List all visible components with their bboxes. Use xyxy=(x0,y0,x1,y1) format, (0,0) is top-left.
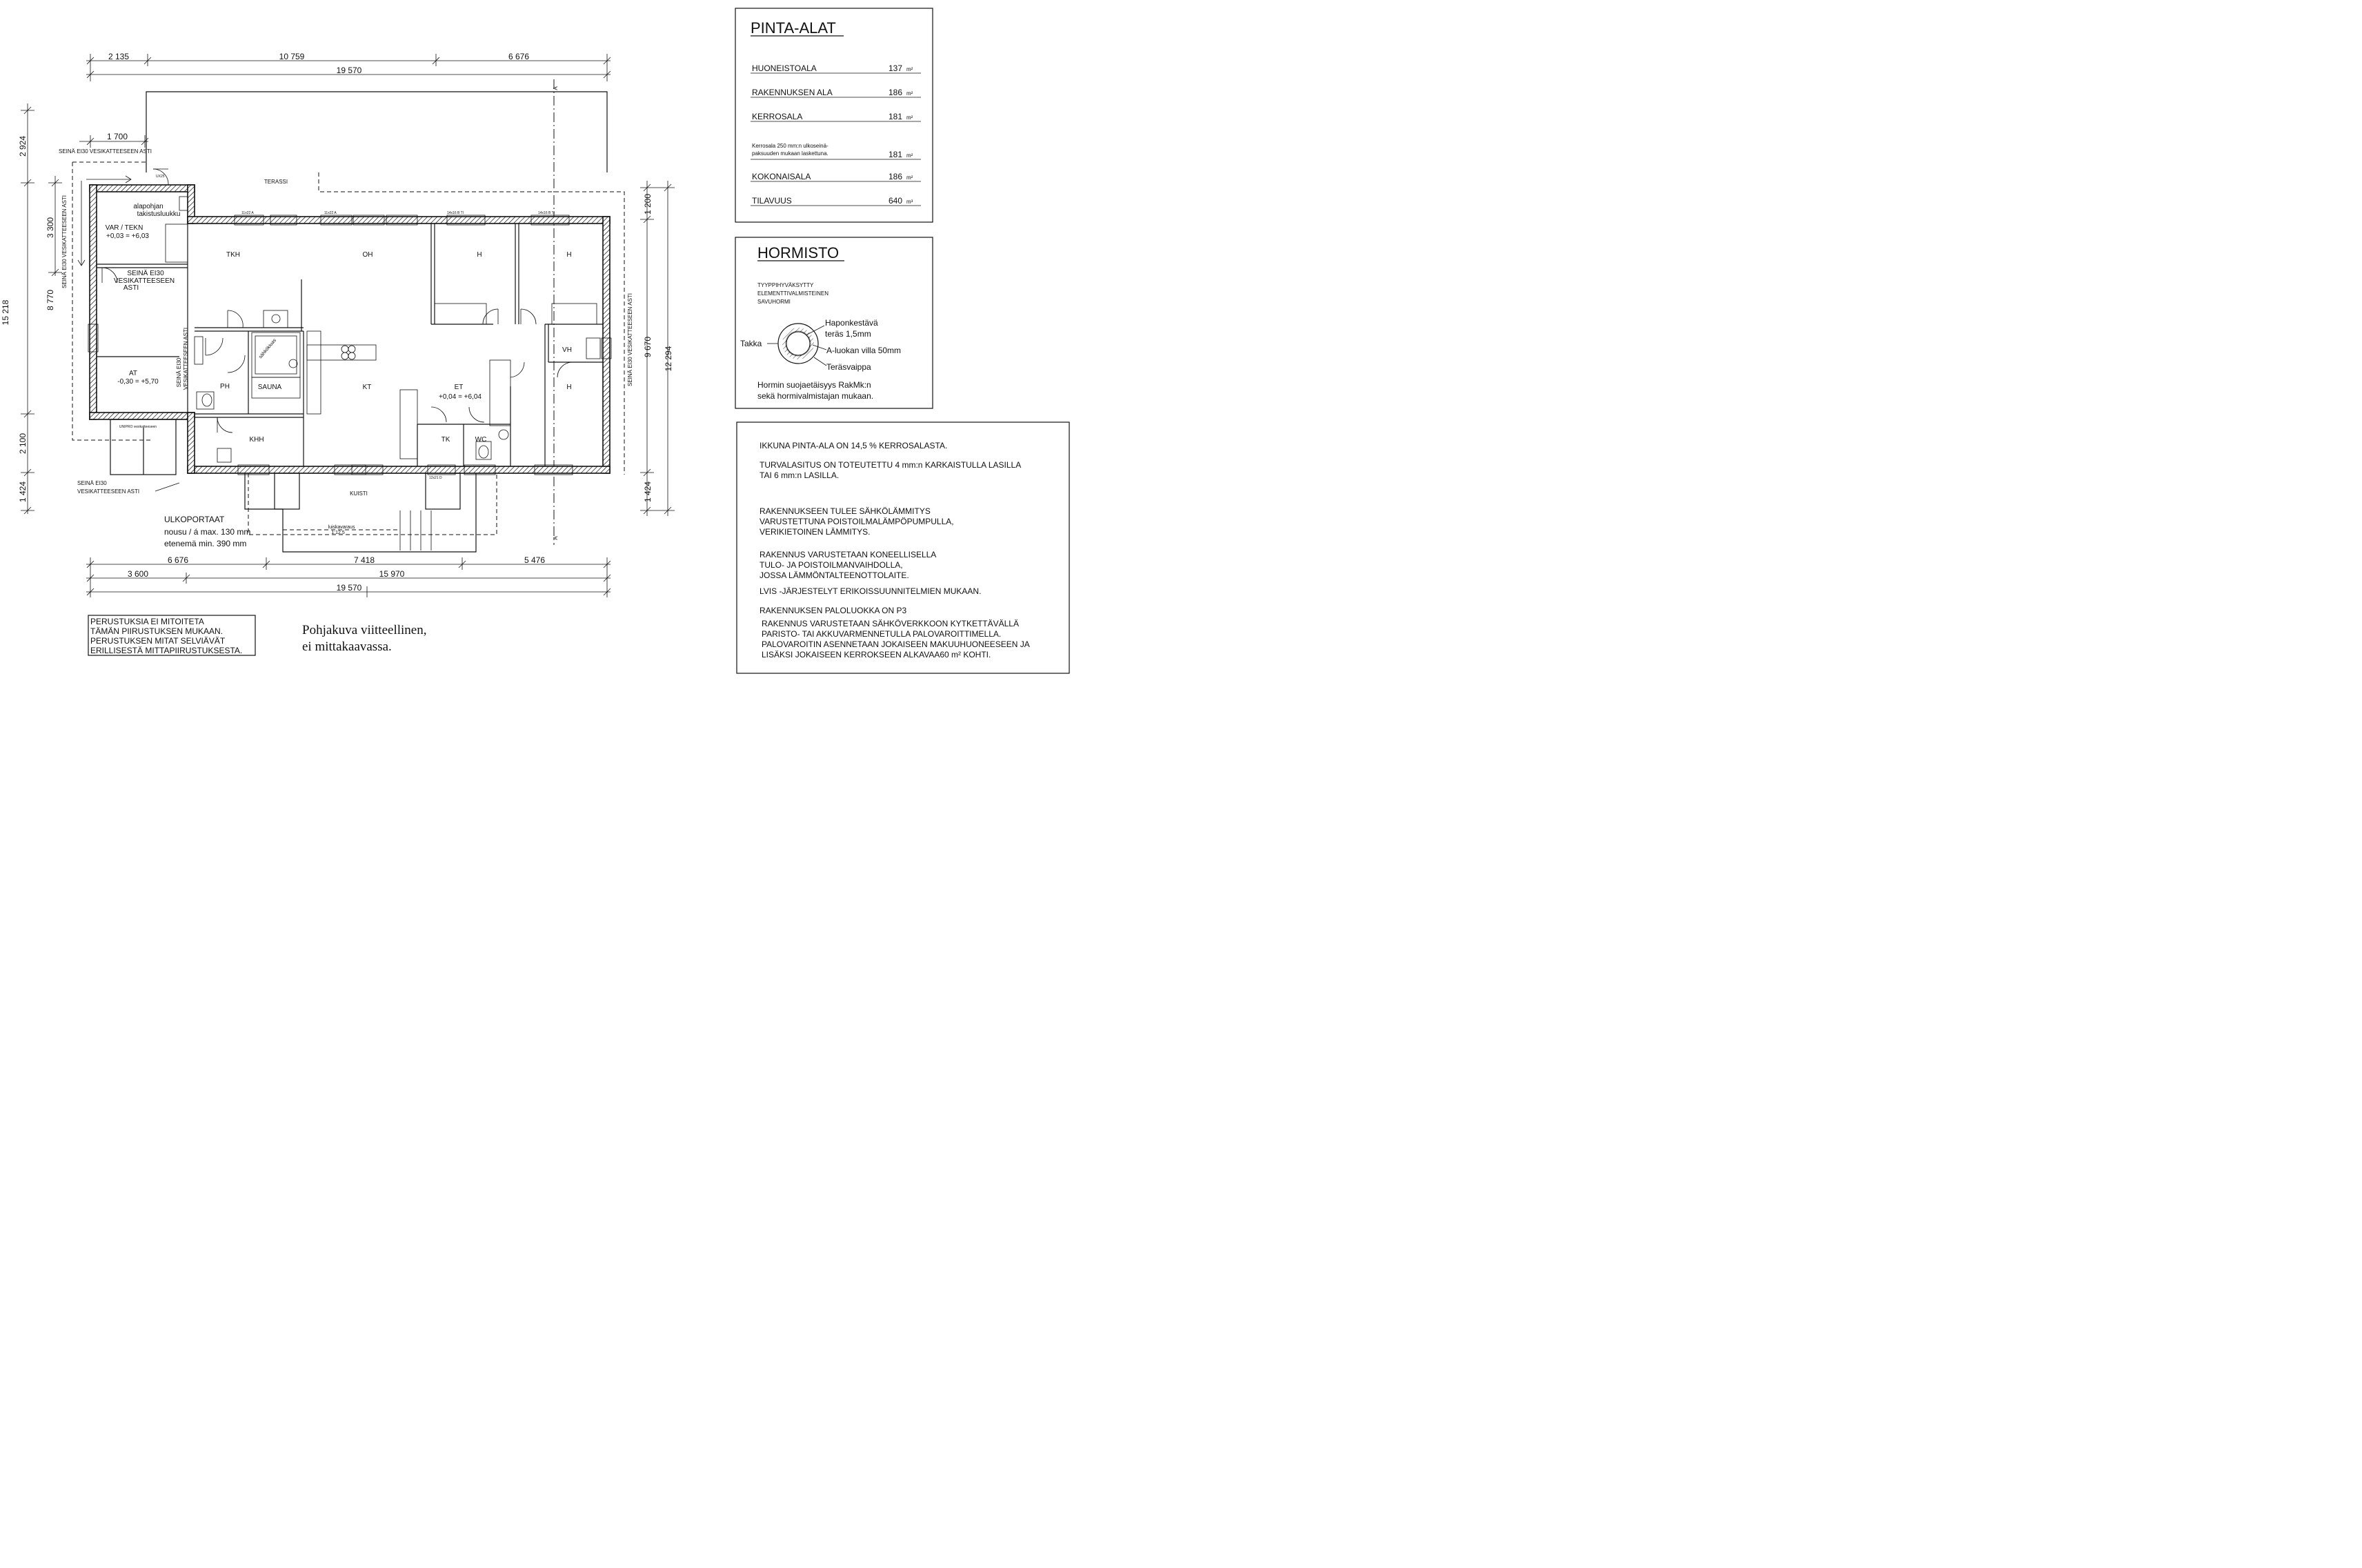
label-kiuas: sähkökiuas xyxy=(258,337,278,360)
area-unit-1: m² xyxy=(906,66,913,72)
dim-right-1424: 1 424 xyxy=(643,481,653,503)
note-2: TURVALASITUS ON TOTEUTETTU 4 mm:n KARKAISTULLA LASILLA xyxy=(760,460,1022,470)
note-15: LISÄKSI JOKAISEEN KERROKSEEN ALKAVAA60 m² KOHTI. xyxy=(762,650,991,659)
note-6: VERIKIETOINEN LÄMMITYS. xyxy=(760,527,871,537)
bottom-dimension-chain xyxy=(86,555,611,597)
area-label-tilavuus: TILAVUUS xyxy=(752,196,792,206)
right-dimension-chain xyxy=(640,181,675,516)
ulkoportaat-title: ULKOPORTAAT xyxy=(164,515,225,524)
ulkoportaat-line2: etenemä min. 390 mm xyxy=(164,539,247,548)
dim-bottom-6676: 6 676 xyxy=(167,555,189,565)
dim-bottom-5476: 5 476 xyxy=(524,555,546,565)
area-value-huoneistoala: 137 xyxy=(888,63,902,73)
dim-bottom-15970: 15 970 xyxy=(379,569,405,579)
note-14: PALOVAROITIN ASENNETAAN JOKAISEEN MAKUUHUONEESEEN JA xyxy=(762,639,1030,649)
label-kuisti: KUISTI xyxy=(350,490,368,497)
floor-plan-drawing xyxy=(0,0,1081,717)
hormisto-box xyxy=(735,237,933,408)
dim-1700-chain xyxy=(79,132,148,148)
note-seina-top: SEINÄ EI30 VESIKATTEESEEN ASTI xyxy=(59,148,152,155)
hormisto-hapon1: Haponkestävä xyxy=(825,318,878,328)
area-unit-5: m² xyxy=(906,175,913,181)
area-value-kerrosala: 181 xyxy=(888,112,902,121)
ulkoportaat-note xyxy=(164,515,250,548)
label-wc: WC xyxy=(475,436,487,444)
note-10: LVIS -JÄRJESTELYT ERIKOISSUUNNITELMIEN MUKAAN. xyxy=(760,586,982,596)
label-oh: OH xyxy=(362,251,373,259)
dim-top-3: 6 676 xyxy=(508,52,530,61)
hormisto-note2: sekä hormivalmistajan mukaan. xyxy=(757,391,874,401)
label-seina-ei30: SEINÄ EI30 xyxy=(127,270,164,277)
note-9: JOSSA LÄMMÖNTALTEENOTTOLAITE. xyxy=(760,570,909,580)
label-luiska-ratio: 1:12,5 xyxy=(331,530,345,535)
area-value-tilavuus: 640 xyxy=(888,196,902,206)
dim-right-9670: 9 670 xyxy=(643,336,653,358)
label-takistus: takistusluukku xyxy=(137,210,181,218)
shed xyxy=(110,419,176,475)
foundation-line4: ERILLISESTÄ MITTAPIIRUSTUKSESTA. xyxy=(90,646,243,655)
label-vesikatteeseen: VESIKATTEESEEN xyxy=(113,277,175,285)
hormisto-desc1: TYYPPIHYVÄKSYTTY xyxy=(757,282,814,288)
fixtures xyxy=(166,197,600,462)
area-label-kerrosala250-a: Kerrosala 250 mm:n ulkoseinä- xyxy=(752,143,828,149)
area-label-kerrosala: KERROSALA xyxy=(752,112,803,121)
note-4: RAKENNUKSEEN TULEE SÄHKÖLÄMMITYS xyxy=(760,506,931,516)
wall-notes xyxy=(59,148,633,495)
foundation-line3: PERUSTUKSEN MITAT SELVIÄVÄT xyxy=(90,636,226,646)
label-ph: PH xyxy=(220,383,230,390)
label-et-level: +0,04 = +6,04 xyxy=(438,393,482,401)
area-unit-2: m² xyxy=(906,90,913,97)
label-alapohjan: alapohjan xyxy=(133,203,163,210)
dim-right-1200: 1 200 xyxy=(643,193,653,215)
area-unit-4: m² xyxy=(906,152,913,159)
dim-right-12294: 12 294 xyxy=(664,346,673,372)
hormisto-desc3: SAVUHORMI xyxy=(757,299,791,305)
dim-top-2: 10 759 xyxy=(279,52,305,61)
notes-box xyxy=(737,422,1069,673)
dim-1700: 1 700 xyxy=(106,132,128,141)
note-seina-left: SEINÄ EI30 VESIKATTEESEEN ASTI xyxy=(61,195,68,288)
window-tag-1: 11x22 A xyxy=(241,211,254,215)
dim-left-2924: 2 924 xyxy=(18,135,28,157)
dim-bottom-total: 19 570 xyxy=(336,583,362,593)
pinta-alat-title: PINTA-ALAT xyxy=(751,19,836,37)
note-7: RAKENNUS VARUSTETAAN KONEELLISELLA xyxy=(760,550,937,559)
dim-top-total: 19 570 xyxy=(336,66,362,75)
left-dimension-chain xyxy=(1,103,62,514)
exterior-walls xyxy=(90,185,610,473)
label-tkh: TKH xyxy=(226,251,240,259)
hormisto-title: HORMISTO xyxy=(757,244,840,261)
hormisto-desc2: ELEMENTTIVALMISTEINEN xyxy=(757,290,828,297)
note-seina-bottom1: SEINÄ EI30 xyxy=(77,480,107,486)
hormisto-note1: Hormin suojaetäisyys RakMk:n xyxy=(757,380,871,390)
label-h2: H xyxy=(566,251,572,259)
note-13: PARISTO- TAI AKKUVARMENNETULLA PALOVAROITTIMELLA. xyxy=(762,629,1002,639)
room-labels xyxy=(106,203,572,444)
foundation-line1: PERUSTUKSIA EI MITOITETA xyxy=(90,617,204,626)
top-dimension-chain xyxy=(86,52,611,81)
note-seina-right: SEINÄ EI30 VESIKATTEESEEN ASTI xyxy=(627,292,633,386)
area-value-kokonaisala: 186 xyxy=(888,172,902,181)
note-seina-bottom2: VESIKATTEESEEN ASTI xyxy=(77,488,140,495)
dim-bottom-7418: 7 418 xyxy=(353,555,375,565)
porch xyxy=(245,473,497,552)
note-11: RAKENNUKSEN PALOLUOKKA ON P3 xyxy=(760,606,907,615)
note-1: IKKUNA PINTA-ALA ON 14,5 % KERROSALASTA. xyxy=(760,441,948,450)
area-value-kerrosala250: 181 xyxy=(888,150,902,159)
dim-left-2100: 2 100 xyxy=(18,433,28,455)
foundation-line2: TÄMÄN PIIRUSTUKSEN MUKAAN. xyxy=(90,626,224,636)
label-unipro: UNIPRO vesikatteeseen xyxy=(119,425,157,429)
window-tag-5: 12x21 D xyxy=(429,476,442,480)
dim-bottom-3600: 3 600 xyxy=(127,569,149,579)
doors xyxy=(102,169,573,433)
area-value-rakennuksen-ala: 186 xyxy=(888,88,902,97)
pinta-alat-box xyxy=(735,8,933,222)
dim-left-1424: 1 424 xyxy=(18,481,28,503)
foundation-note-box xyxy=(88,615,255,655)
label-var-tekn: VAR / TEKN xyxy=(105,224,143,232)
hormisto-hapon2: teräs 1,5mm xyxy=(825,329,871,339)
dim-left-3300: 3 300 xyxy=(46,217,55,239)
note-seina-mid1: SEINÄ EI30 xyxy=(176,357,182,388)
caption-line1: Pohjakuva viitteellinen, xyxy=(302,623,427,637)
label-et: ET xyxy=(454,384,464,391)
area-label-kerrosala250-b: paksuuden mukaan laskettuna. xyxy=(752,150,828,157)
label-vh: VH xyxy=(562,346,572,354)
label-tk: TK xyxy=(441,436,450,444)
label-at: AT xyxy=(128,370,138,377)
window-tag-4: 14x16 B TI xyxy=(538,211,555,215)
area-label-rakennuksen-ala: RAKENNUKSEN ALA xyxy=(752,88,833,97)
label-luiskavaraus: luiskavaraus xyxy=(328,525,355,530)
area-label-huoneistoala: HUONEISTOALA xyxy=(752,63,817,73)
label-kt: KT xyxy=(362,384,372,391)
door-tag-ux25: UX25 xyxy=(156,175,165,179)
label-asti: ASTI xyxy=(123,284,139,292)
label-var-tekn-level: +0,03 = +6,03 xyxy=(106,232,150,240)
note-seina-mid2: VESIKATTEESEEN ASTI xyxy=(183,327,189,390)
note-3: TAI 6 mm:n LASILLA. xyxy=(760,470,840,480)
note-8: TULO- JA POISTOILMANVAIHDOLLA, xyxy=(760,560,903,570)
caption-line2: ei mittakaavassa. xyxy=(302,639,392,654)
section-marker-top: A xyxy=(553,86,559,90)
hormisto-teras: Teräsvaippa xyxy=(826,362,871,372)
section-line-a xyxy=(553,79,559,545)
label-at-level: -0,30 = +5,70 xyxy=(117,378,159,386)
window-tag-3: 14x16 B TI xyxy=(447,211,464,215)
label-h3: H xyxy=(566,384,572,391)
ulkoportaat-line1: nousu / á max. 130 mm xyxy=(164,527,251,537)
area-unit-3: m² xyxy=(906,115,913,121)
area-unit-6: m³ xyxy=(906,199,913,205)
caption xyxy=(302,623,426,654)
area-label-kokonaisala: KOKONAISALA xyxy=(752,172,811,181)
note-5: VARUSTETTUNA POISTOILMALÄMPÖPUMPULLA, xyxy=(760,517,954,526)
window-tag-2: 11x22 A xyxy=(324,211,337,215)
hormisto-takka: Takka xyxy=(740,339,762,348)
hormisto-villa: A-luokan villa 50mm xyxy=(826,346,902,355)
note-12: RAKENNUS VARUSTETAAN SÄHKÖVERKKOON KYTKETTÄVÄLLÄ xyxy=(762,619,1019,628)
section-marker-bottom: A xyxy=(553,536,559,540)
label-sauna: SAUNA xyxy=(257,384,282,391)
label-h1: H xyxy=(477,251,482,259)
label-khh: KHH xyxy=(249,436,264,444)
dim-left-8770: 8 770 xyxy=(46,289,55,311)
dim-top-1: 2 135 xyxy=(108,52,130,61)
label-terassi: TERASSI xyxy=(264,179,288,185)
dim-left-15218: 15 218 xyxy=(1,299,10,326)
